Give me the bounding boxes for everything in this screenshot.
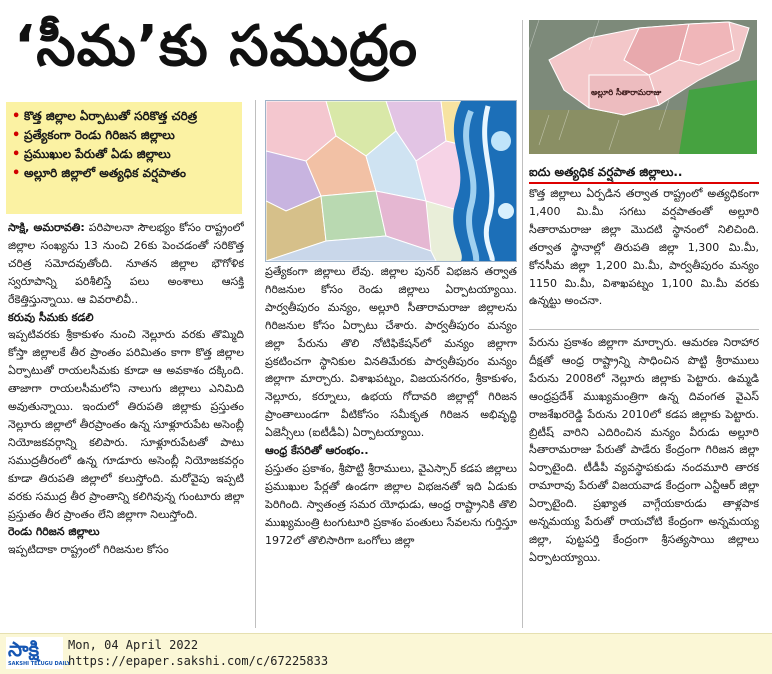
article-column-1: [8, 219, 244, 629]
rainfall-map-image: [529, 20, 757, 154]
district-map-image: [265, 100, 517, 262]
intro-text: పరిపాలనా సౌలభ్యం కోసం రాష్ట్రంలో జిల్లాల సంఖ్యను 13 నుంచి 26కు పెంచడంతో సరికొత్త చరిత్ర సమోదవుతోంది. నూతన జిల్లాల భౌగోళిక స్వరూపాన్ని పరిశీలిస్తే పలు అంశాలు ఆసక్తి రేకెత్తిస్తున్నాయి. ఆ వివరాలివీ..: [8, 221, 244, 306]
footer-url-link[interactable]: https://epaper.sakshi.com/c/67225833: [68, 654, 329, 668]
highlights-box: [6, 102, 242, 214]
article-column-3: [529, 334, 759, 628]
column-divider: [255, 100, 256, 628]
rainfall-text: కొత్త జిల్లాలు ఏర్పడిన తర్వాత రాష్ట్రంలో అత్యధికంగా 1,400 మి.మీ సగటు వర్షపాతంతో అల్లూరి సీతారామరాజు జిల్లా మొదటి స్థానంలో నిలిచింది. తర్వాత స్థానాల్లో తిరుపతి జిల్లా 1,300 మి.మీ, కోనసీమ జిల్లా 1,200 మి.మీ, పార్వతీపురం మన్యం 1150 మి.మీ, విశాఖపట్నం 1,100 మి.మీ వరకు ఉన్నట్టు అంచనా.: [529, 187, 759, 308]
highlight-item: • ప్రముఖుల పేరుతో ఏడు జిల్లాలు: [12, 147, 171, 162]
subheading-andhra-kesari: ఆంధ్ర కేసరితో ఆరంభం..: [265, 444, 369, 458]
bullet-icon: •: [12, 166, 21, 181]
highlight-item: • ప్రత్యేకంగా రెండు గిరిజన జిల్లాలు: [12, 128, 175, 143]
subheading-coast: కరువు సీమకు కడలి: [8, 310, 94, 324]
article-column-2: [265, 263, 517, 629]
bullet-icon: •: [12, 128, 21, 143]
footer-date: Mon, 04 April 2022: [68, 638, 199, 652]
bullet-icon: •: [12, 147, 21, 162]
body-text: పేరును ప్రకాశం జిల్లాగా మార్చారు. ఆమరణ నిరాహార దీక్షతో ఆంధ్ర రాష్ట్రాన్ని సాధించిన పొట్టి శ్రీరాములు పేరును 2008లో నెల్లూరు జిల్లాకు పెట్టారు. ఉమ్మడి ఆంధ్రప్రదేశ్ ముఖ్యమంత్రిగా ఉన్న దివంగత వైఎస్ రాజశేఖరరెడ్డి పేరును 2010లో కడప జిల్లాకు పెట్టారు. బ్రిటీష్ వారిని ఎదిరించిన మన్యం వీరుడు అల్లూరి సీతారామరాజు పేరుతో పాడేరు కేంద్రంగా గిరిజన జిల్లా ఏర్పాటైంది. టీడీపీ వ్యవస్థాపకుడు నందమూరి తారక రామారావు పేరుతో విజయవాడ కేంద్రంగా ఎన్టీఆర్ జిల్లా ఏర్పాటైంది. ప్రఖ్యాత వాగ్గేయకారుడు తాళ్లపాక అన్నమయ్య పేరుతో రాయచోటి కేంద్రంగా అన్నమయ్య జిల్లా, పుట్టపర్తి కేంద్రంగా శ్రీసత్యసాయి జిల్లాలు ఏర్పాటయ్యాయి.: [529, 336, 759, 564]
subheading-tribal: రెండు గిరిజన జిల్లాలు: [8, 525, 100, 539]
highlight-item: • అల్లూరి జిల్లాలో అత్యధిక వర్షపాతం: [12, 166, 187, 181]
body-text: ఇప్పటిదాకా రాష్ట్రంలో గిరిజనుల కోసం: [8, 543, 169, 557]
map-district-label: అల్లూరి సీతారామరాజు: [591, 88, 662, 97]
dateline: సాక్షి, అమరావతి:: [8, 221, 85, 234]
body-text: ఇప్పటివరకు శ్రీకాకుళం నుంచి నెల్లూరు వరకు తొమ్మిది కోస్తా జిల్లాలకే తీర ప్రాంతం పరిమితం కాగా కొత్త జిల్లాల ఏర్పాటుతో రాయలసీమకు కూడా ఆ అవకాశం దక్కింది. తాజాగా రాయలసీమలోని నాలుగు జిల్లాలు ఎనిమిది అవుతున్నాయి. ఇందులో తిరుపతి జిల్లాకు ప్రస్తుతం నెల్లూరు జిల్లాలో తీరప్రాంతం ఉన్న సూళ్లూరుపేట అసెంబ్లీ నియోజకవర్గాన్ని కలిపారు. సూళ్లూరుపేటతో పాటు సముద్రతీరంలో ఉన్న గూడూరు అసెంబ్లీ నియోజకవర్గం కూడా తిరుపతి జిల్లాలో కలుస్తోంది. మరోవైపు ఇప్పటి వరకు సముద్ర తీర ప్రాంతాన్ని కలిగివున్న గుంటూరు జిల్లా ప్రస్తుతం తీర ప్రాంతం లేని జిల్లాగా నిలుస్తోంది.: [8, 328, 244, 521]
body-text: ప్రస్తుతం ప్రకాశం, శ్రీపొట్టి శ్రీరాములు, వైఎస్సార్ కడప జిల్లాలు ప్రముఖుల పేర్లతో ఉండగా జిల్లాల విభజనతో ఇది ఏడుకు పెరిగింది. స్వాతంత్ర సమర యోధుడు, ఆంధ్ర రాష్ట్రానికి తొలి ముఖ్యమంత్రి టంగుటూరి ప్రకాశం పంతులు సేవలను గుర్తిస్తూ 1972లో తొలిసారిగా ఒంగోలు జిల్లా: [265, 461, 517, 547]
section-divider: [529, 329, 759, 330]
bullet-icon: •: [12, 109, 21, 124]
sakshi-logo: సాక్షి SAKSHI TELUGU DAILY: [8, 637, 71, 667]
column-divider: [522, 20, 523, 628]
body-text: ప్రత్యేకంగా జిల్లాలు లేవు. జిల్లాల పునర్ విభజన తర్వాత గిరిజనుల కోసం రెండు జిల్లాలు ఏర్పాటయ్యాయి. పార్వతీపురం మన్యం, అల్లూరి సీతారామరాజు జిల్లాలను గిరిజనుల కోసం ఏర్పాటు చేశారు. పార్వతీపురం మన్యం జిల్లా పేరును తొలి నోటిఫికేషన్‌లో మన్యం జిల్లాగా ప్రకటించగా స్థానికుల వినతిమేరకు పార్వతీపురం మన్యం జిల్లాగా మార్చారు. విశాఖపట్నం, విజయనగరం, శ్రీకాకుళం, నెల్లూరు, కర్నూలు, ఉభయ గోదావరి జిల్లాల్లో గిరిజన ప్రాంతాలుండగా వీటికోసం సమీకృత గిరిజన అభివృద్ధి ఏజెన్సీలు (ఐటీడీఏ) ఏర్పాటయ్యాయి.: [265, 265, 517, 440]
highlight-item: • కొత్త జిల్లాల ఏర్పాటుతో సరికొత్త చరిత్ర: [12, 109, 198, 124]
headline: ‘సీమ’కు సముద్రం: [14, 14, 419, 79]
rainfall-caption: ఐదు అత్యధిక వర్షపాత జిల్లాలు..: [529, 162, 759, 184]
